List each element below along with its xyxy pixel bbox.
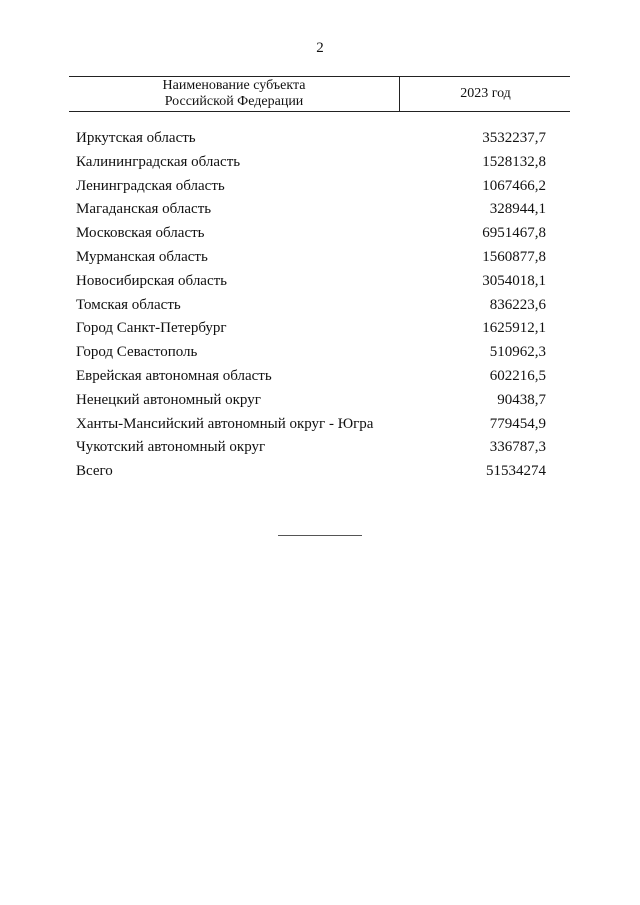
row-value: 510962,3 bbox=[489, 344, 546, 361]
row-subject-name: Новосибирская область bbox=[76, 272, 228, 289]
row-subject-name: Калининградская область bbox=[76, 153, 241, 170]
table-row bbox=[76, 176, 546, 200]
row-subject-name: Магаданская область bbox=[76, 201, 212, 218]
table-row bbox=[76, 437, 546, 461]
table-row bbox=[76, 199, 546, 223]
table-row-total bbox=[76, 461, 546, 485]
row-total-value: 51534274 bbox=[486, 463, 546, 480]
row-value: 836223,6 bbox=[489, 296, 546, 313]
row-total-label: Всего bbox=[76, 463, 113, 480]
row-value: 90438,7 bbox=[497, 391, 546, 408]
page-number: 2 bbox=[316, 40, 324, 56]
row-value: 1560877,8 bbox=[482, 248, 546, 265]
row-subject-name: Ненецкий автономный округ bbox=[76, 391, 261, 408]
row-value: 1528132,8 bbox=[482, 153, 546, 170]
row-value: 3054018,1 bbox=[482, 272, 546, 289]
row-subject-name: Ленинградская область bbox=[76, 177, 225, 194]
table-row bbox=[76, 152, 546, 176]
row-value: 6951467,8 bbox=[482, 225, 546, 242]
header-subject-name-line1: Наименование субъекта bbox=[162, 78, 306, 93]
row-subject-name: Московская область bbox=[76, 225, 205, 242]
row-subject-name: Мурманская область bbox=[76, 248, 208, 265]
table-row bbox=[76, 295, 546, 319]
header-year: 2023 год bbox=[460, 86, 511, 101]
row-value: 779454,9 bbox=[489, 415, 546, 432]
table-row bbox=[76, 366, 546, 390]
row-subject-name: Город Севастополь bbox=[76, 344, 198, 361]
row-value: 328944,1 bbox=[489, 201, 546, 218]
table-row bbox=[76, 390, 546, 414]
table-row bbox=[76, 318, 546, 342]
table-row bbox=[76, 271, 546, 295]
table-body bbox=[76, 128, 546, 485]
row-subject-name: Город Санкт-Петербург bbox=[76, 320, 227, 337]
row-subject-name: Чукотский автономный округ bbox=[76, 439, 266, 456]
header-subject-name-line2: Российской Федерации bbox=[164, 94, 304, 109]
row-value: 3532237,7 bbox=[482, 130, 546, 146]
row-subject-name: Томская область bbox=[76, 296, 181, 313]
table-row bbox=[76, 223, 546, 247]
table-row bbox=[76, 128, 546, 152]
row-subject-name: Иркутская область bbox=[76, 130, 196, 146]
row-value: 1067466,2 bbox=[482, 177, 546, 194]
table-row bbox=[76, 342, 546, 366]
row-subject-name: Ханты-Мансийский автономный округ - Югра bbox=[76, 415, 374, 432]
end-of-document-divider bbox=[278, 535, 362, 536]
row-value: 1625912,1 bbox=[482, 320, 546, 337]
row-value: 602216,5 bbox=[489, 367, 546, 384]
table-header bbox=[69, 76, 570, 112]
table-row bbox=[76, 247, 546, 271]
table-row bbox=[76, 414, 546, 438]
row-subject-name: Еврейская автономная область bbox=[76, 367, 272, 384]
header-subject-name bbox=[69, 77, 400, 111]
row-value: 336787,3 bbox=[489, 439, 546, 456]
